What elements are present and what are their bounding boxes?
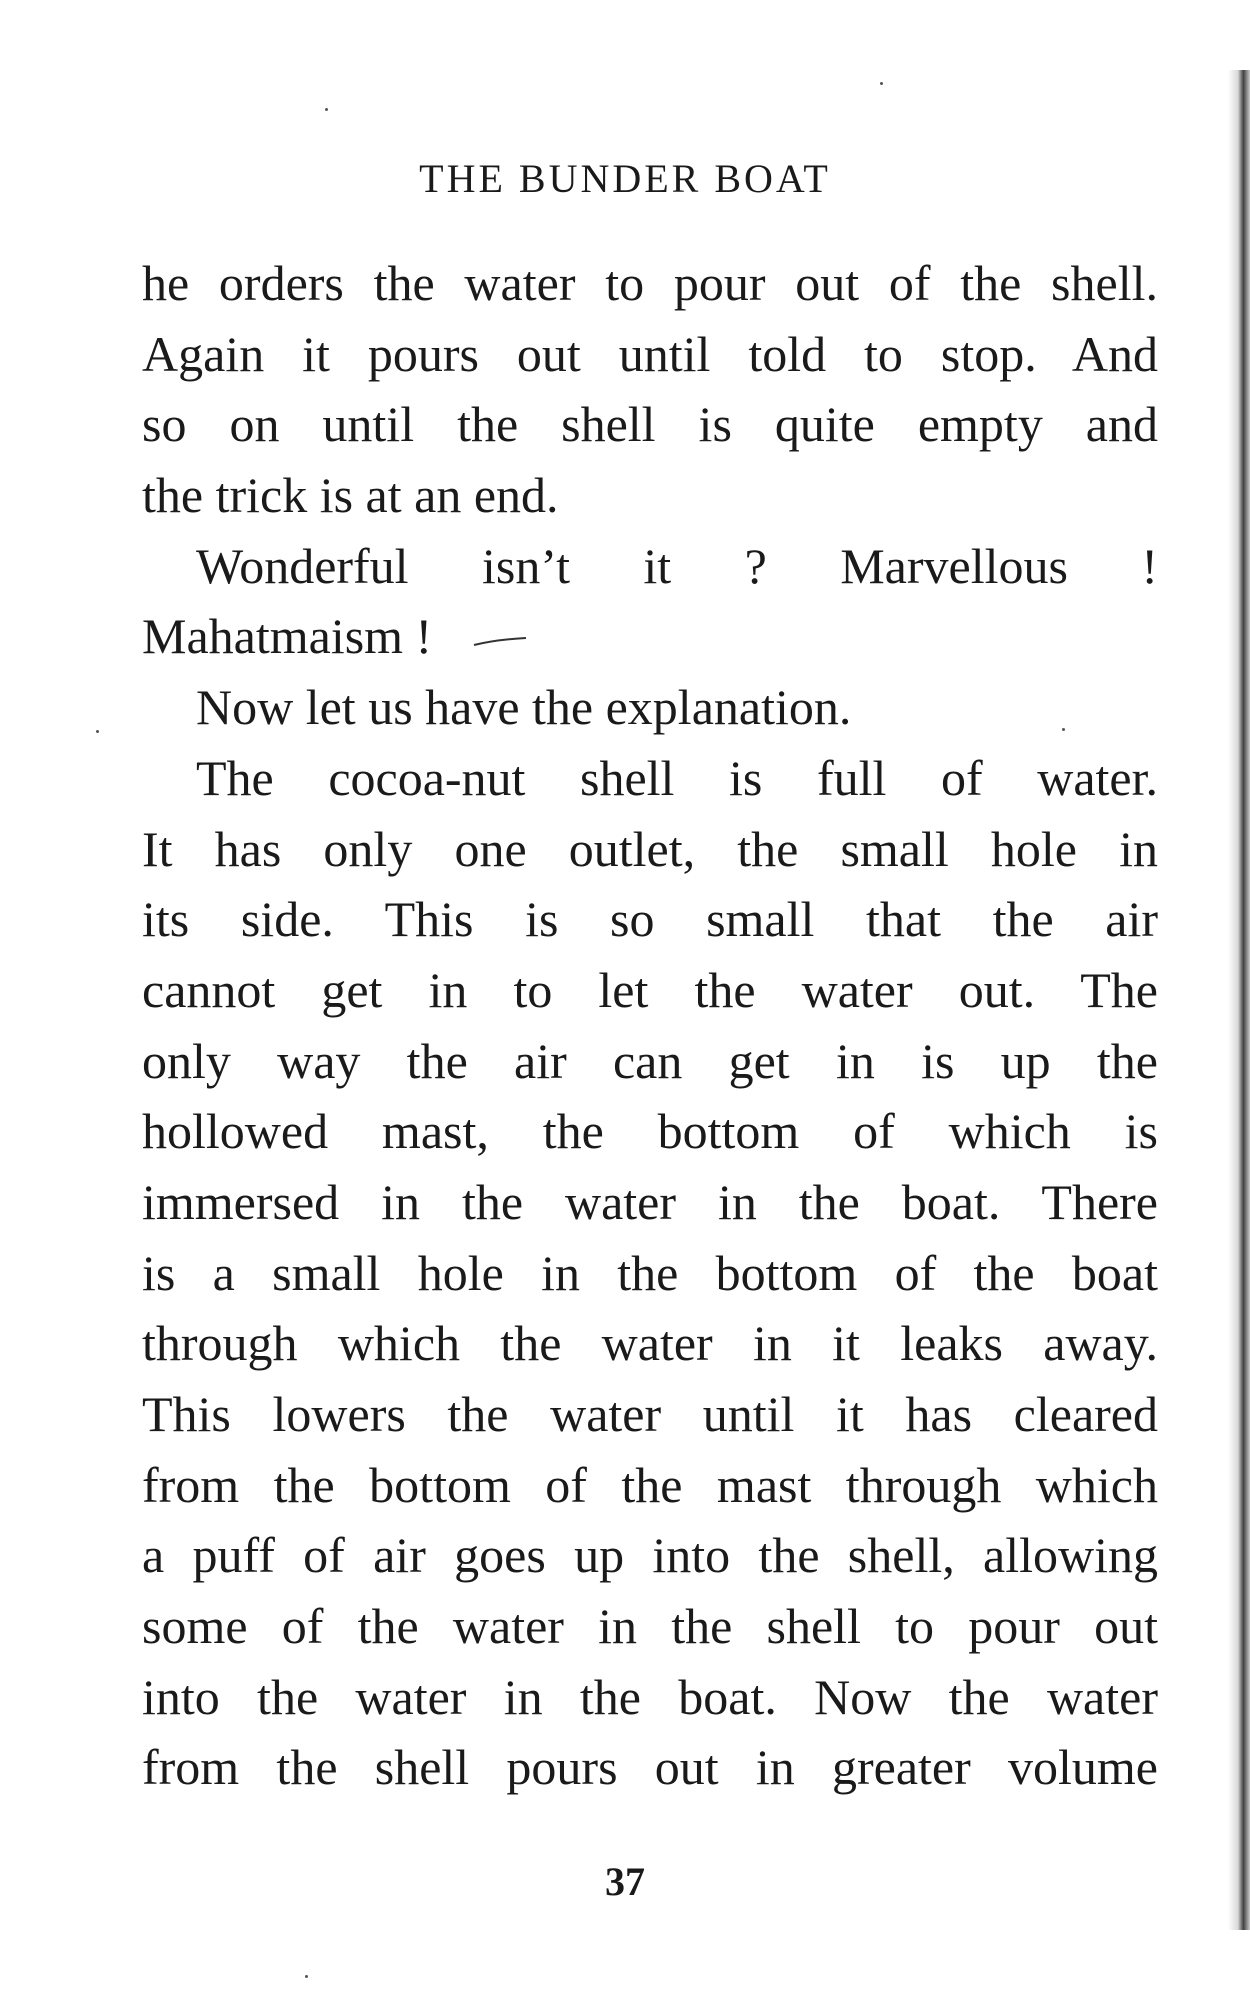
text-line: so on until the shell is quite empty and: [142, 396, 1158, 453]
text-line: Wonderful isn’t it ? Marvellous !: [196, 537, 1158, 594]
text-line: from the bottom of the mast through which: [142, 1456, 1158, 1513]
text-line: he orders the water to pour out of the shell.: [142, 255, 1158, 311]
running-head: THE BUNDER BOAT: [419, 156, 831, 201]
scan-speck: [325, 108, 328, 111]
text-line: The cocoa-nut shell is full of water.: [196, 749, 1158, 806]
scan-speck: [305, 1975, 308, 1978]
text-line: through which the water in it leaks away.: [142, 1315, 1158, 1372]
text-line: is a small hole in the bottom of the boat: [142, 1244, 1158, 1301]
page-edge-shadow: [1228, 70, 1250, 1930]
pencil-mark-icon: [472, 637, 528, 647]
scan-speck: [880, 82, 883, 85]
scan-speck: [96, 730, 99, 733]
text-line: Again it pours out until told to stop. And: [142, 325, 1158, 382]
page-number: 37: [605, 1859, 645, 1904]
text-line: into the water in the boat. Now the water: [142, 1668, 1158, 1725]
text-line: Mahatmaism !: [142, 608, 433, 665]
text-line: immersed in the water in the boat. There: [142, 1173, 1158, 1230]
text-line: hollowed mast, the bottom of which is: [142, 1103, 1158, 1160]
body-text: [142, 248, 1158, 1803]
text-line: its side. This is so small that the air: [142, 891, 1158, 948]
text-line: the trick is at an end.: [142, 467, 559, 524]
text-line: It has only one outlet, the small hole in: [142, 820, 1158, 877]
text-line-with-mark: [142, 601, 1158, 672]
text-line: This lowers the water until it has cleared: [142, 1386, 1158, 1442]
text-line: from the shell pours out in greater volume: [142, 1739, 1158, 1796]
text-line: some of the water in the shell to pour out: [142, 1598, 1158, 1655]
text-line: cannot get in to let the water out. The: [142, 961, 1158, 1018]
text-line: only way the air can get in is up the: [142, 1032, 1158, 1089]
text-line: a puff of air goes up into the shell, allowing: [142, 1527, 1158, 1584]
text-line: Now let us have the explanation.: [196, 679, 852, 736]
